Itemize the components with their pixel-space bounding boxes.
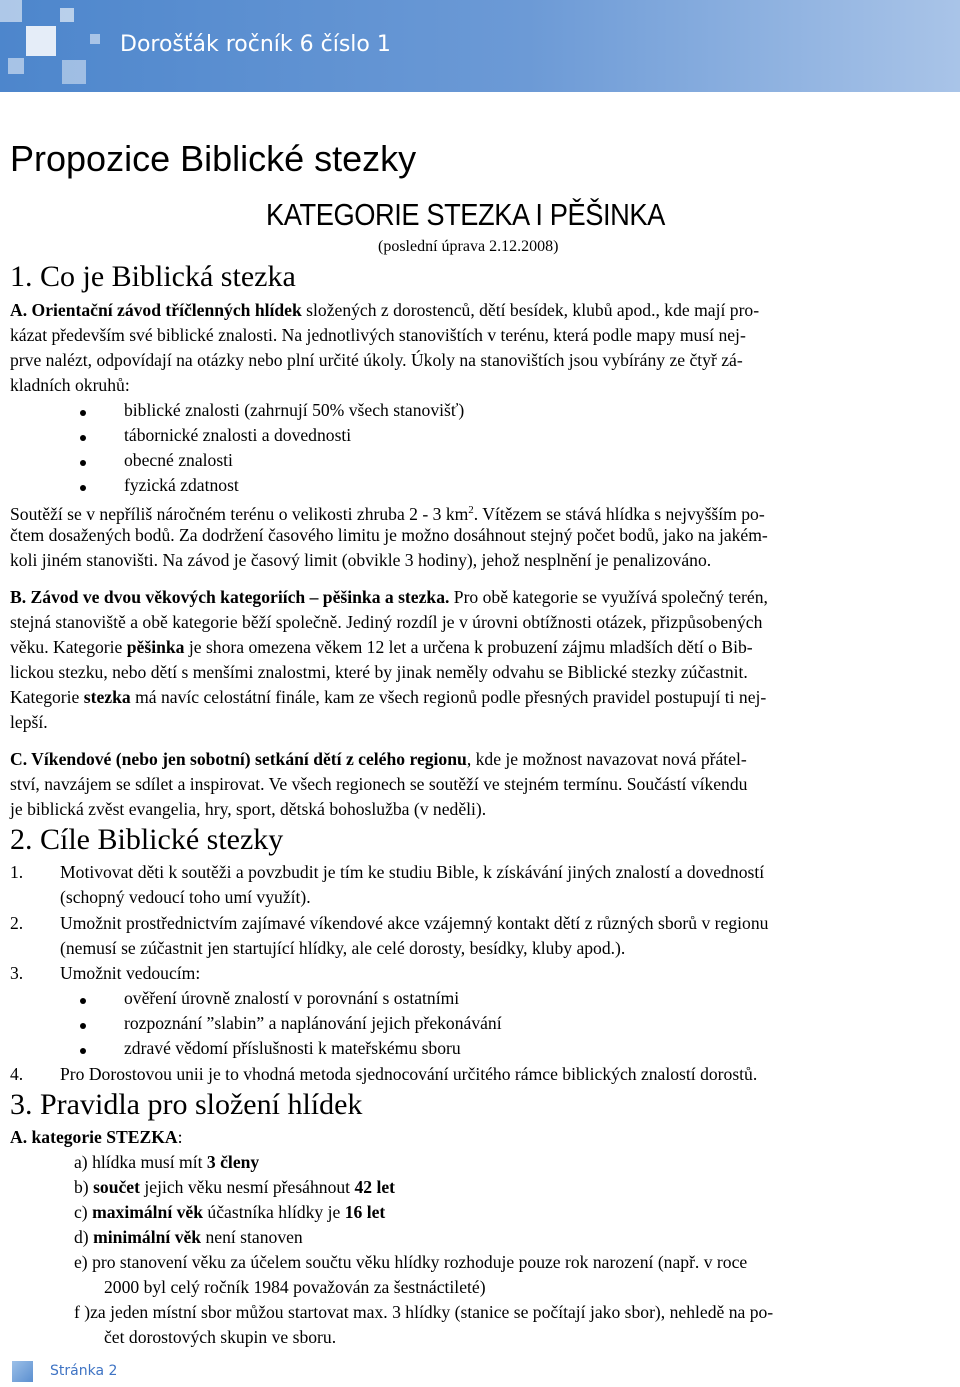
paragraph-a-line: A. Orientační závod tříčlenných hlídek složených z dorostenců, dětí besídek, klubů apod., kde mají pro-	[10, 300, 760, 320]
paragraph-a-line: prve nalézt, odpovídají na otázky nebo plní určité úkoly. Úkoly na stanovištích jsou vybírány ze čtyř zá-	[10, 350, 743, 370]
goal-number: 4.	[10, 1064, 24, 1084]
list-item: biblické znalosti (zahrnují 50% všech stanovišť)	[124, 400, 465, 420]
category-heading: KATEGORIE STEZKA I PĚŠINKA	[266, 197, 665, 232]
paragraph-line: Soutěží se v nepříliš náročném terénu o velikosti zhruba 2 - 3 $km^2$. Vítězem se stává hlídka s nejvyšším po-	[10, 503, 765, 524]
bullet-dot	[80, 435, 86, 441]
goal-text: Motivovat děti k soutěži a povzbudit je tím ke studiu Bible, k získávání jiných znalostí a dovedností	[60, 862, 765, 882]
section-2-heading: 2. Cíle Biblické stezky	[10, 823, 284, 856]
rule-c: c) maximální věk účastníka hlídky je 16 let	[74, 1202, 386, 1222]
goal-text: Umožnit prostřednictvím zajímavé víkendové akce vzájemný kontakt dětí z různých sborů v regionu	[60, 913, 769, 933]
bullet-dot	[80, 998, 86, 1004]
page-header	[0, 0, 960, 92]
goal-number: 3.	[10, 963, 24, 983]
rule-e-cont: 2000 byl celý ročník 1984 považován za šestnáctileté)	[104, 1277, 486, 1297]
rule-b: b) součet jejich věku nesmí přesáhnout 42 let	[74, 1177, 396, 1197]
list-item: ověření úrovně znalostí v porovnání s ostatními	[124, 988, 460, 1008]
paragraph-c-line: C. Víkendové (nebo jen sobotní) setkání dětí z celého regionu, kde je možnost navazovat nová přátel-	[10, 749, 747, 769]
paragraph-b-line: stejná stanoviště a obě kategorie běží společně. Jediný rozdíl je v úrovni obtížnosti otázek, přizpůsobených	[10, 612, 763, 632]
goal-number: 2.	[10, 913, 24, 933]
paragraph-b-line: Kategorie stezka má navíc celostátní finále, kam ze všech regionů podle přesných pravidel postupují ti nej-	[10, 687, 767, 707]
list-item: zdravé vědomí příslušnosti k mateřskému sboru	[124, 1038, 461, 1058]
goal-number: 1.	[10, 862, 24, 882]
paragraph-line: koli jiném stanovišti. Na závod je časový limit (obvikle 3 hodiny), jehož nesplnění je penalizováno.	[10, 550, 712, 570]
rule-f: f )za jeden místní sbor můžou startovat max. 3 hlídky (stanice se počítají jako sbor), nehledě na po-	[74, 1302, 774, 1322]
bullet-dot	[80, 460, 86, 466]
goal-text: (nemusí se zúčastnit jen startující hlídky, ale celé dorosty, besídky, kluby apod.).	[60, 938, 626, 958]
header-square-pattern	[0, 0, 110, 92]
bullet-dot	[80, 410, 86, 416]
rule-e: e) pro stanovení věku za účelem součtu věku hlídky rozhoduje pouze rok narození (např. v roce	[74, 1252, 748, 1272]
list-item: fyzická zdatnost	[124, 475, 239, 495]
goal-text: Umožnit vedoucím:	[60, 963, 201, 983]
header-title: Dorošťák ročník 6 číslo 1	[120, 32, 391, 57]
page-number: Stránka 2	[50, 1363, 118, 1379]
paragraph-a-line: kladních okruhů:	[10, 375, 130, 395]
paragraph-a-line: kázat především své biblické znalosti. Na jednotlivých stanovištích v terénu, která podle mapy musí nej-	[10, 325, 746, 345]
paragraph-b-line: lepší.	[10, 712, 48, 732]
paragraph-b-line: lickou stezku, nebo dětí s menšími znalostmi, které by jinak neměly odvahu se Biblické stezky zúčastnit.	[10, 662, 748, 682]
goal-text: (schopný vedoucí toho umí využít).	[60, 887, 311, 907]
rule-f-cont: čet dorostových skupin ve sboru.	[104, 1327, 337, 1347]
list-item: rozpoznání ”slabin” a naplánování jejich překonávání	[124, 1013, 502, 1033]
category-label: A. kategorie STEZKA:	[10, 1127, 183, 1147]
revision-note: (poslední úprava 2.12.2008)	[378, 238, 559, 255]
bullet-dot	[80, 1048, 86, 1054]
section-1-heading: 1. Co je Biblická stezka	[10, 260, 296, 293]
footer-square-icon	[12, 1361, 33, 1382]
bullet-dot	[80, 1023, 86, 1029]
paragraph-b-line: věku. Kategorie pěšinka je shora omezena věkem 12 let a určena k probuzení zájmu mladších dětí o Bib-	[10, 637, 753, 657]
paragraph-c-line: ství, navzájem se sdílet a inspirovat. Ve všech regionech se soutěží ve stejném termínu. Součástí víkendu	[10, 774, 748, 794]
paragraph-b-line: B. Závod ve dvou věkových kategoriích – pěšinka a stezka. Pro obě kategorie se využívá společný terén,	[10, 587, 768, 607]
rule-a: a) hlídka musí mít 3 členy	[74, 1152, 260, 1172]
paragraph-c-line: je biblická zvěst evangelia, hry, sport, dětská bohoslužba (v neděli).	[10, 799, 487, 819]
paragraph-line: čtem dosažených bodů. Za dodržení časového limitu je možno dosáhnout stejný počet bodů, jako na jakém-	[10, 525, 768, 545]
list-item: tábornické znalosti a dovednosti	[124, 425, 352, 445]
section-3-heading: 3. Pravidla pro složení hlídek	[10, 1088, 363, 1121]
goal-text: Pro Dorostovou unii je to vhodná metoda sjednocování určitého rámce biblických znalostí dorostů.	[60, 1064, 758, 1084]
rule-d: d) minimální věk není stanoven	[74, 1227, 303, 1247]
document-title: Propozice Biblické stezky	[10, 138, 417, 179]
list-item: obecné znalosti	[124, 450, 233, 470]
bullet-dot	[80, 485, 86, 491]
